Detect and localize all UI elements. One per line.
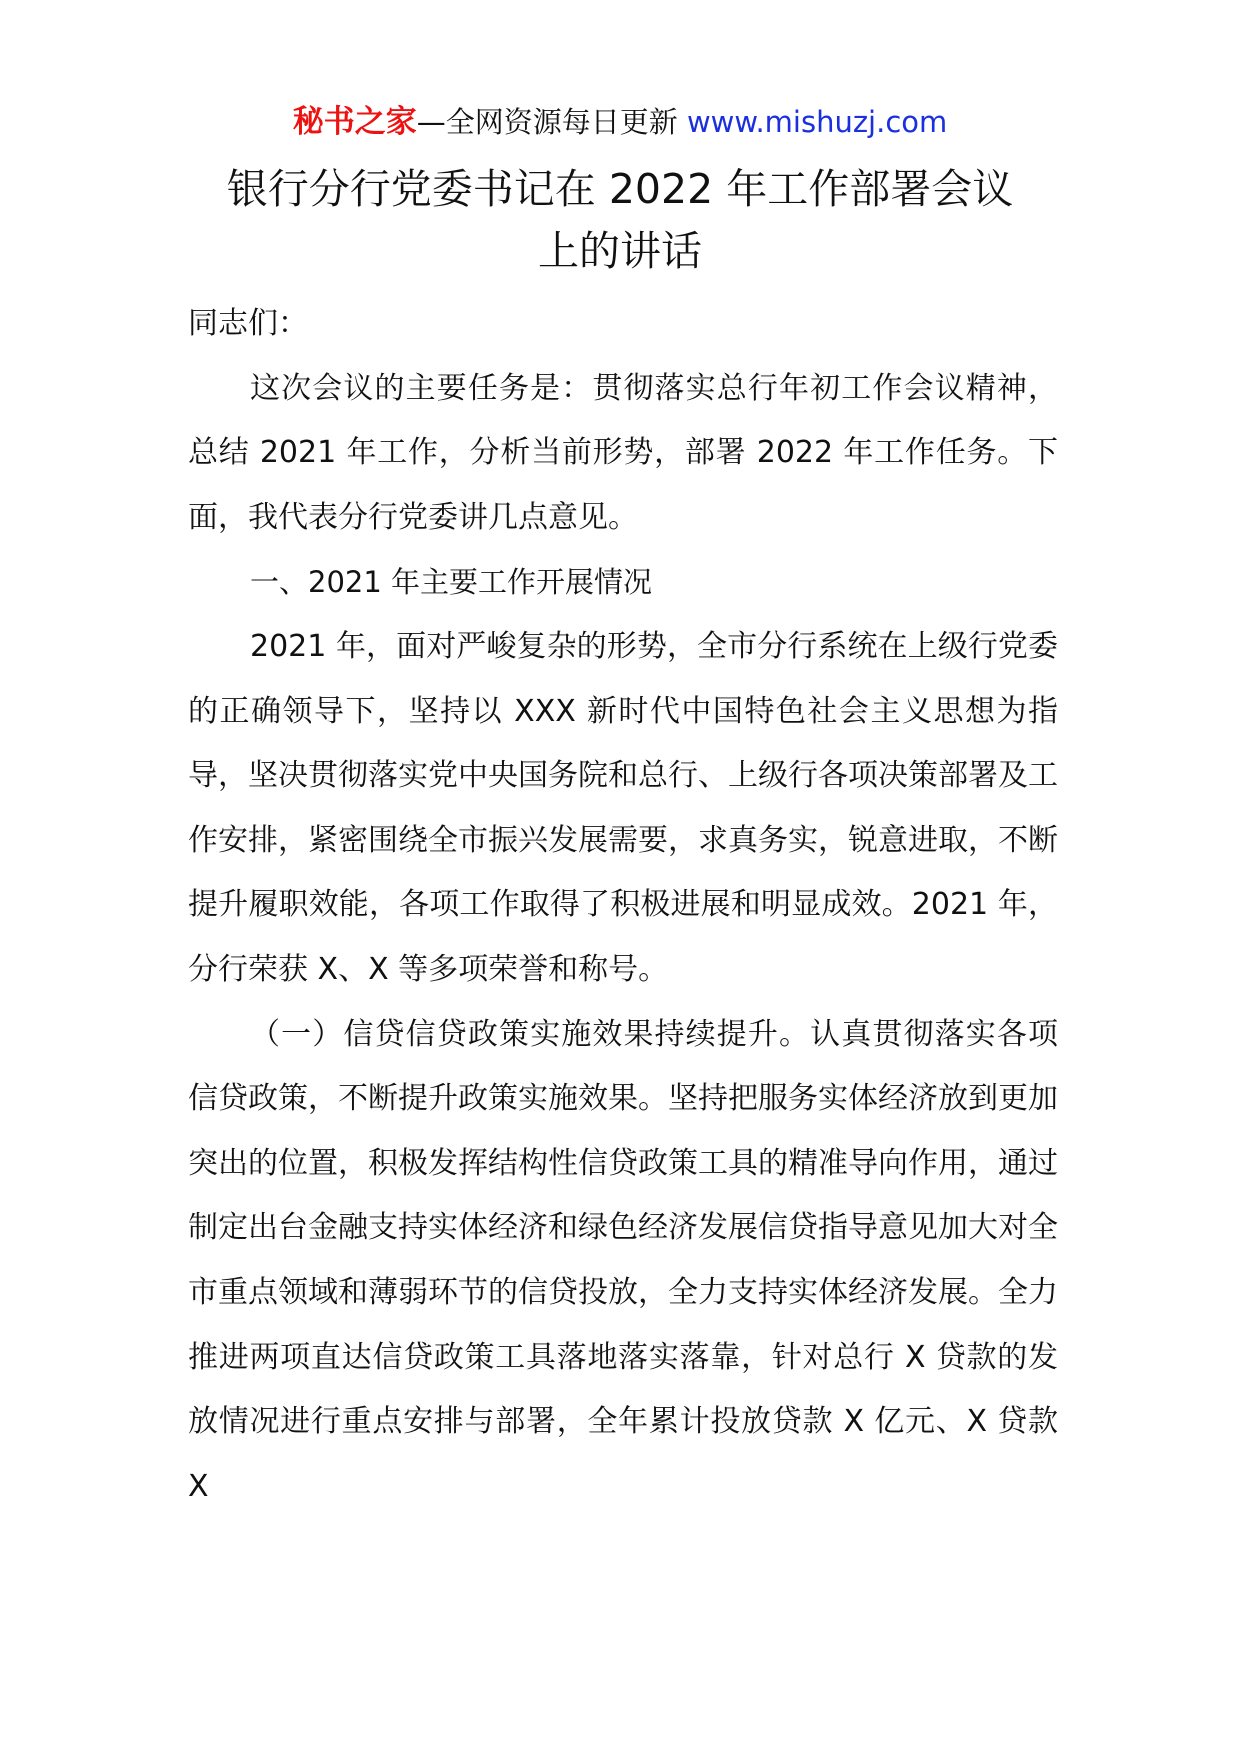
document-title bbox=[160, 158, 1080, 282]
body-paragraph: 这次会议的主要任务是：贯彻落实总行年初工作会议精神，总结 2021 年工作，分析当前形势，部署 2022 年工作任务。下面，我代表分行党委讲几点意见。 bbox=[188, 370, 1058, 535]
body-paragraph: 2021 年，面对严峻复杂的形势，全市分行系统在上级行党委的正确领导下，坚持以 XXX 新时代中国特色社会主义思想为指导，坚决贯彻落实党中央国务院和总行、上级行各项决策部署及工作安排，紧密围绕全市振兴发展需要，求真务实，锐意进取，不断提升履职效能，各项工作取得了积极进展和明显成效。2021 年，分行荣获 X、X 等多项荣誉和称号。 bbox=[188, 628, 1058, 987]
title-line-2: 上的讲话 bbox=[538, 227, 702, 275]
site-url-link[interactable]: www.mishuzj.com bbox=[686, 105, 948, 139]
site-header bbox=[0, 100, 1240, 144]
body-paragraph: （一）信贷信贷政策实施效果持续提升。认真贯彻落实各项信贷政策，不断提升政策实施效果。坚持把服务实体经济放到更加突出的位置，积极发挥结构性信贷政策工具的精准导向作用，通过制定出台金融支持实体经济和绿色经济发展信贷指导意见加大对全市重点领域和薄弱环节的信贷投放，全力支持实体经济发展。全力推进两项直达信贷政策工具落地落实落靠，针对总行 X 贷款的发放情况进行重点安排与部署，全年累计投放贷款 X 亿元、X 贷款 X bbox=[188, 1016, 1058, 1504]
brand-name: 秘书之家 bbox=[292, 104, 417, 140]
header-tagline: —全网资源每日更新 bbox=[416, 105, 678, 139]
title-line-1: 银行分行党委书记在 2022 年工作部署会议 bbox=[226, 165, 1014, 213]
section-heading: 一、2021 年主要工作开展情况 bbox=[250, 565, 653, 600]
salutation: 同志们： bbox=[188, 306, 308, 341]
document-body bbox=[188, 292, 1058, 1519]
